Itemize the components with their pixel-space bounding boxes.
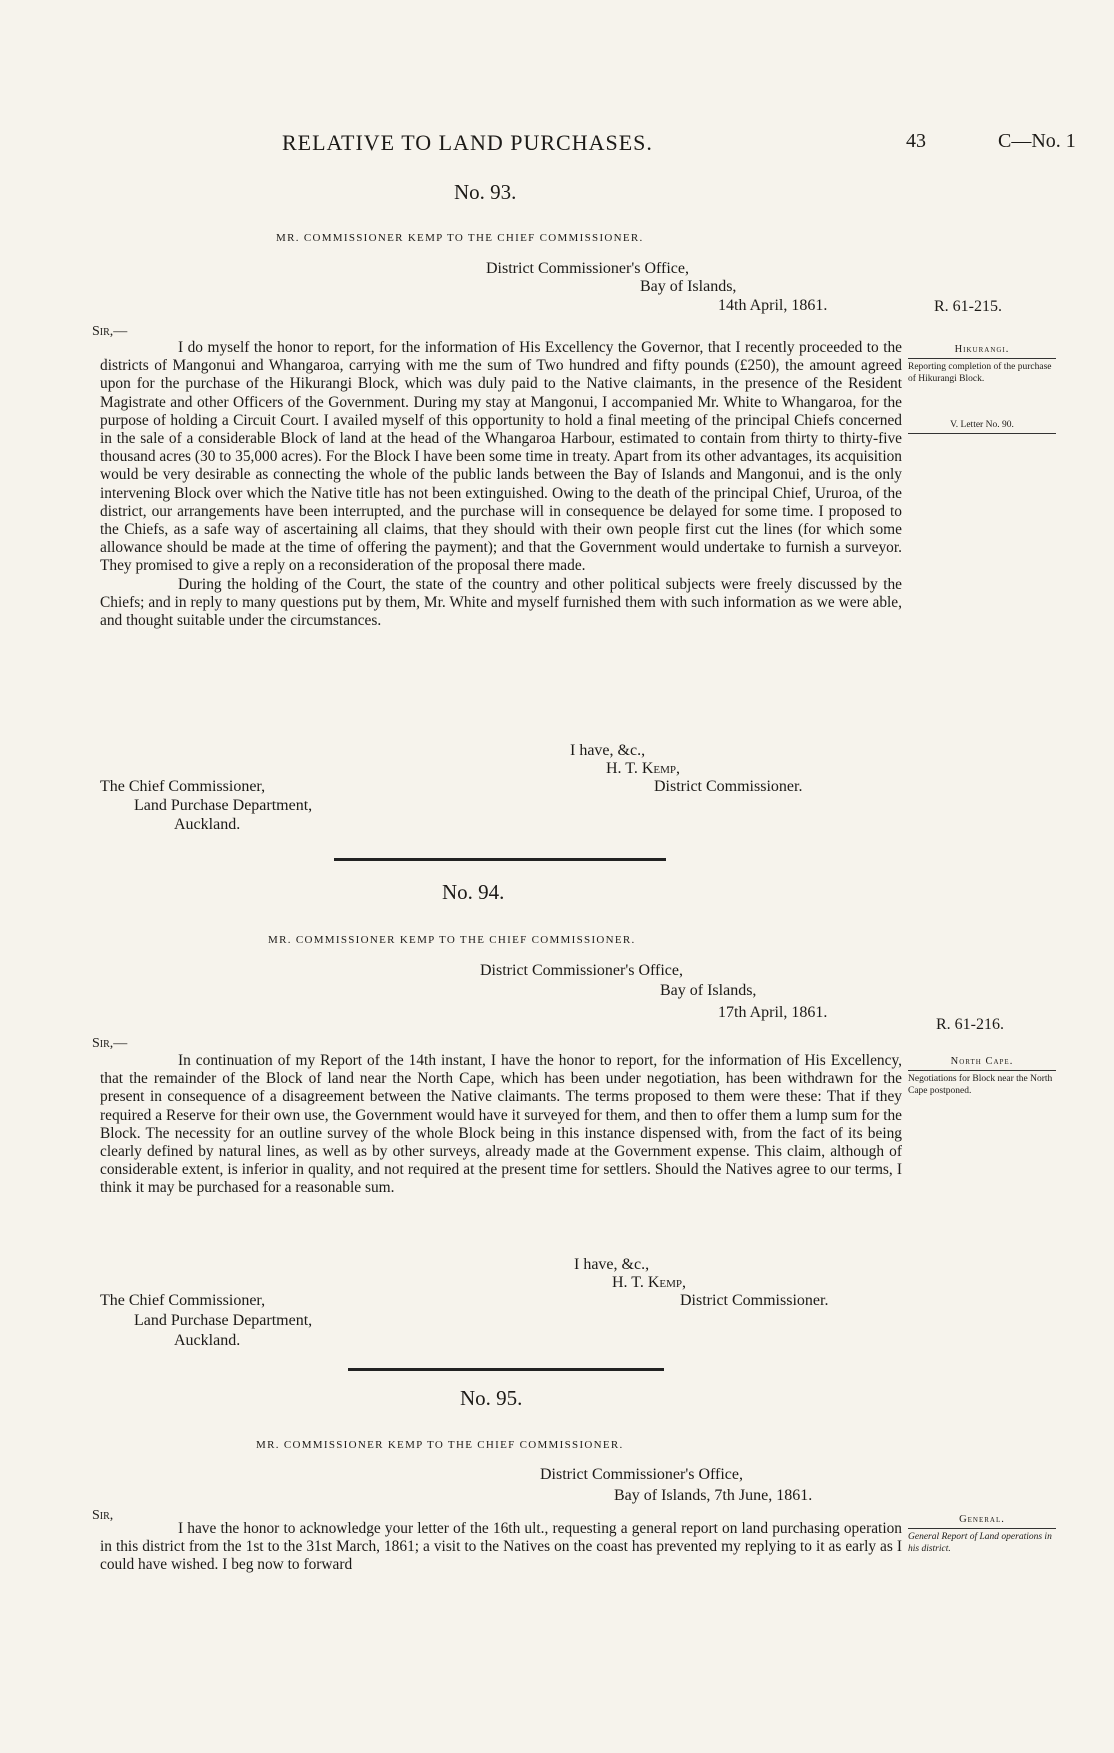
signature: H. T. Kemp,: [612, 1274, 687, 1291]
divider: [908, 1528, 1056, 1529]
section-divider: [334, 858, 666, 861]
marginal-text: Negotiations for Block near the North Cape postponed.: [908, 1074, 1053, 1096]
letter-date: 17th April, 1861.: [718, 1004, 828, 1021]
signature-title: District Commissioner.: [680, 1292, 829, 1309]
closing: I have, &c.,: [574, 1256, 650, 1273]
divider: [908, 358, 1056, 359]
recipient-line: The Chief Commissioner,: [100, 1292, 266, 1309]
letter-date: 14th April, 1861.: [718, 297, 828, 314]
marginal-heading: North Cape.: [950, 1056, 1014, 1067]
letter-body: [100, 1052, 902, 1198]
letter-body: [100, 339, 902, 630]
paragraph: I do myself the honor to report, for the information of His Excellency the Governor, that I recently proceeded to the districts of Mangonui and Whangaroa, carrying with me the sum of Two hundred and fifty pounds (£250), the amount agreed upon for the purchase of the Hikurangi Block, which was duly paid to the Native claimants, in the presence of the Resident Magistrate and other Officers of the Government. During my stay at Mangonui, I accompanied Mr. White to Whangaroa, for the purpose of holding a Circuit Court. I availed myself of this opportunity to hold a final meeting of the principal Chiefs concerned in the sale of a considerable Block of land at the head of the Whangaroa Harbour, estimated to contain from thirty to thirty-five thousand acres (30 to 35,000 acres). For the Block I have been some time in treaty. Apart from its other advantages, its acquisition would be very desirable as connecting the whole of the public lands between the Bay of Islands and Mangonui, and is the only intervening Block over which the Native title has not been extinguished. Owing to the death of the principal Chief, Ururoa, of the district, our arrangements have been interrupted, and the purchase will in consequence be delayed for some time. I proposed to the Chiefs, as a safe way of ascertaining all claims, that they should with their own people first cut the lines (for which some allowance should be made at the time of offering the payment); and that the Government would undertake to furnish a surveyor. They promised to give a reply on a reconsideration of the proposal there made.: [100, 339, 902, 575]
letter-number: No. 95.: [460, 1386, 523, 1410]
paragraph: I have the honor to acknowledge your letter of the 16th ult., requesting a general report on land purchasing operation in this district from the 1st to the 31st March, 1861; a visit to the Natives on the coast has prevented my replying to it as early as I could have wished. I beg now to forward: [100, 1520, 902, 1574]
marginal-heading: Hikurangi.: [954, 344, 1010, 355]
marginal-text: Reporting completion of the purchase of Hikurangi Block.: [908, 362, 1052, 384]
marginal-crossref: V. Letter No. 90.: [950, 420, 1014, 430]
recipient-line: Land Purchase Department,: [134, 1312, 313, 1329]
paragraph: In continuation of my Report of the 14th instant, I have the honor to report, for the information of His Excellency, that the remainder of the Block of land near the North Cape, which has been under negotiation, has been withdrawn for the present in consequence of a disagreement between the Native claimants. The terms proposed to them were these: That if they required a Reserve for their own use, the Government would have it surveyed for them, and then to offer them a lump sum for the Block. The necessity for an outline survey of the whole Block being in this instance dispensed with, from the fact of its being clearly defined by natural lines, as well as by other surveys, already made at the Government expense. This claim, although of considerable extent, is inferior in quality, and not required at the present time for settlers. Should the Natives agree to our terms, I think it may be purchased for a reasonable sum.: [100, 1052, 902, 1197]
recipient-line: Auckland.: [174, 1332, 241, 1349]
address-line: District Commissioner's Office,: [480, 962, 684, 979]
paragraph: During the holding of the Court, the state of the country and other political subjects were freely discussed by the Chiefs; and in reply to many questions put by them, Mr. White and myself furnished them with such information as we were able, and thought suitable under the circumstances.: [100, 575, 902, 630]
paper-reference: C—No. 1: [998, 130, 1076, 152]
recipient-line: The Chief Commissioner,: [100, 778, 266, 795]
letter-body: [100, 1520, 902, 1575]
letter-number: No. 94.: [442, 880, 505, 904]
letter-date: Bay of Islands, 7th June, 1861.: [614, 1487, 813, 1504]
salutation: Sir,—: [92, 324, 128, 339]
marginal-note: [908, 1056, 1056, 1097]
address-line: District Commissioner's Office,: [486, 260, 690, 277]
marginal-note: [908, 344, 1056, 436]
letter-number: No. 93.: [454, 180, 517, 204]
marginal-note: [908, 1514, 1056, 1555]
recipient-line: Auckland.: [174, 816, 241, 833]
salutation: Sir,—: [92, 1036, 128, 1051]
page-number: 43: [906, 130, 926, 152]
address-line: Bay of Islands,: [640, 278, 737, 295]
page-header-title: RELATIVE TO LAND PURCHASES.: [282, 130, 653, 155]
section-divider: [348, 1368, 664, 1371]
divider: [908, 433, 1056, 434]
letter-caption: MR. COMMISSIONER KEMP TO THE CHIEF COMMISSIONER.: [276, 232, 644, 244]
reference-number: R. 61-216.: [936, 1016, 1004, 1033]
reference-number: R. 61-215.: [934, 298, 1002, 315]
address-line: District Commissioner's Office,: [540, 1466, 744, 1483]
marginal-heading: General.: [959, 1514, 1005, 1525]
closing: I have, &c.,: [570, 742, 646, 759]
recipient-line: Land Purchase Department,: [134, 797, 313, 814]
address-line: Bay of Islands,: [660, 982, 757, 999]
marginal-text: General Report of Land operations in his district.: [908, 1532, 1052, 1554]
divider: [908, 1070, 1056, 1071]
signature: H. T. Kemp,: [606, 760, 681, 777]
signature-title: District Commissioner.: [654, 778, 803, 795]
letter-caption: MR. COMMISSIONER KEMP TO THE CHIEF COMMISSIONER.: [256, 1439, 624, 1451]
salutation: Sir,: [92, 1508, 114, 1523]
letter-caption: MR. COMMISSIONER KEMP TO THE CHIEF COMMISSIONER.: [268, 934, 636, 946]
